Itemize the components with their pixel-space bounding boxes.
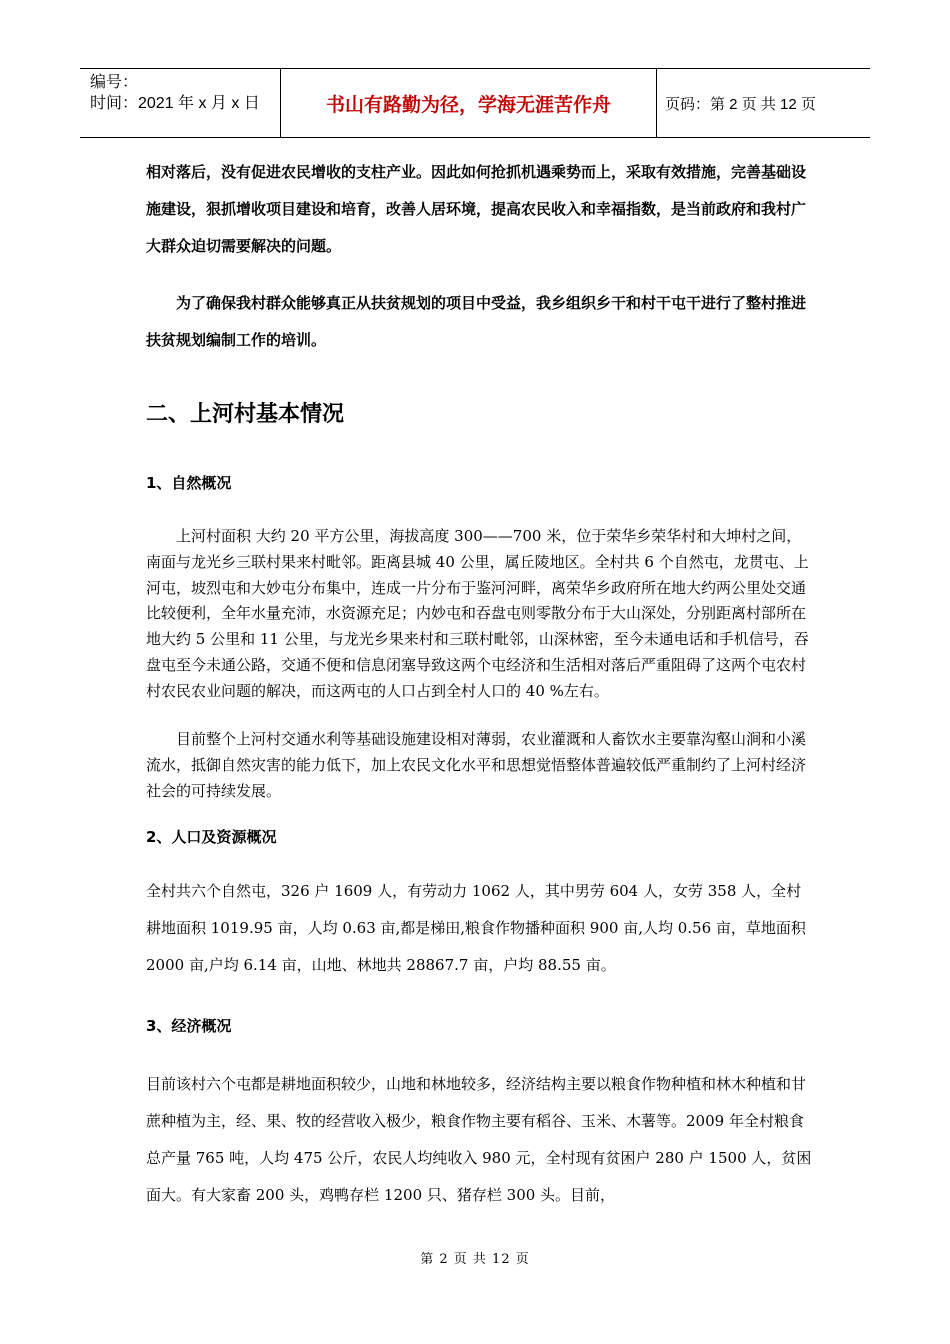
subsection-heading: 1、自然概况	[146, 474, 232, 492]
header-motto: 书山有路勤为径，学海无涯苦作舟	[325, 93, 611, 116]
body-paragraph: 目前该村六个屯都是耕地面积较少，山地和林地较多，经济结构主要以粮食作物种植和林木种植和甘蔗种植为主，经、果、牧的经营收入极少，粮食作物主要有稻谷、玉米、木薯等。2009 年全村粮食总产量 765 吨，人均 475 公斤，农民人均纯收入 980 元，全村现有贫困户 280 户 1500 人，贫困面大。有大家畜 200 头，鸡鸭存栏 1200 只、猪存栏 300 头。目前，	[146, 1075, 812, 1204]
body-paragraph: 全村共六个自然屯，326 户 1609 人，有劳动力 1062 人，其中男劳 604 人，女劳 358 人，全村耕地面积 1019.95 亩，人均 0.63 亩,都是梯田,粮食作物播种面积 900 亩,人均 0.56 亩，草地面积 2000 亩,户均 6.14 亩，山地、林地共 28867.7 亩，户均 88.55 亩。	[146, 882, 806, 974]
body-paragraph: 目前整个上河村交通水利等基础设施建设相对薄弱，农业灌溉和人畜饮水主要靠沟壑山涧和小溪流水，抵御自然灾害的能力低下，加上农民文化水平和思想觉悟整体普遍较低严重制约了上河村经济社会的可持续发展。	[146, 730, 807, 800]
page-footer: 第 2 页 共 12 页	[420, 1252, 530, 1267]
document-date-label: 时间：2021 年 x 月 x 日	[90, 95, 260, 112]
header-page-info: 页码：第 2 页 共 12 页	[665, 95, 816, 113]
header-divider	[656, 69, 657, 137]
intro-paragraph: 为了确保我村群众能够真正从扶贫规划的项目中受益，我乡组织乡干和村干屯干进行了整村推进扶贫规划编制工作的培训。	[146, 294, 807, 349]
intro-paragraph: 相对落后，没有促进农民增收的支柱产业。因此如何抢抓机遇乘势而上，采取有效措施，完善基础设施建设，狠抓增收项目建设和培育，改善人居环境，提高农民收入和幸福指数，是当前政府和我村广大群众迫切需要解决的问题。	[146, 163, 807, 255]
subsection-heading: 2、人口及资源概况	[146, 828, 277, 846]
document-number-label: 编号：	[90, 74, 139, 91]
body-paragraph: 上河村面积 大约 20 平方公里，海拔高度 300——700 米，位于荣华乡荣华村和大坤村之间，南面与龙光乡三联村果来村毗邻。距离县城 40 公里，属丘陵地区。全村共 6 个自然屯，龙贯屯、上河屯，坡烈屯和大妙屯分布集中，连成一片分布于鉴河河畔，离荣华乡政府所在地大约两公里处交通比较便利，全年水量充沛，水资源充足；内妙屯和吞盘屯则零散分布于大山深处，分别距离村部所在地大约 5 公里和 11 公里，与龙光乡果来村和三联村毗邻，山深林密，至今未通电话和手机信号，吞盘屯至今未通公路，交通不便和信息闭塞导致这两个屯经济和生活相对落后严重阻碍了这两个屯农村村农民农业问题的解决，而这两屯的人口占到全村人口的 40 %左右。	[146, 527, 809, 700]
section-title: 二、上河村基本情况	[146, 402, 345, 427]
subsection-heading: 3、经济概况	[146, 1017, 232, 1035]
header-meta	[90, 72, 260, 114]
page-header	[80, 68, 870, 138]
